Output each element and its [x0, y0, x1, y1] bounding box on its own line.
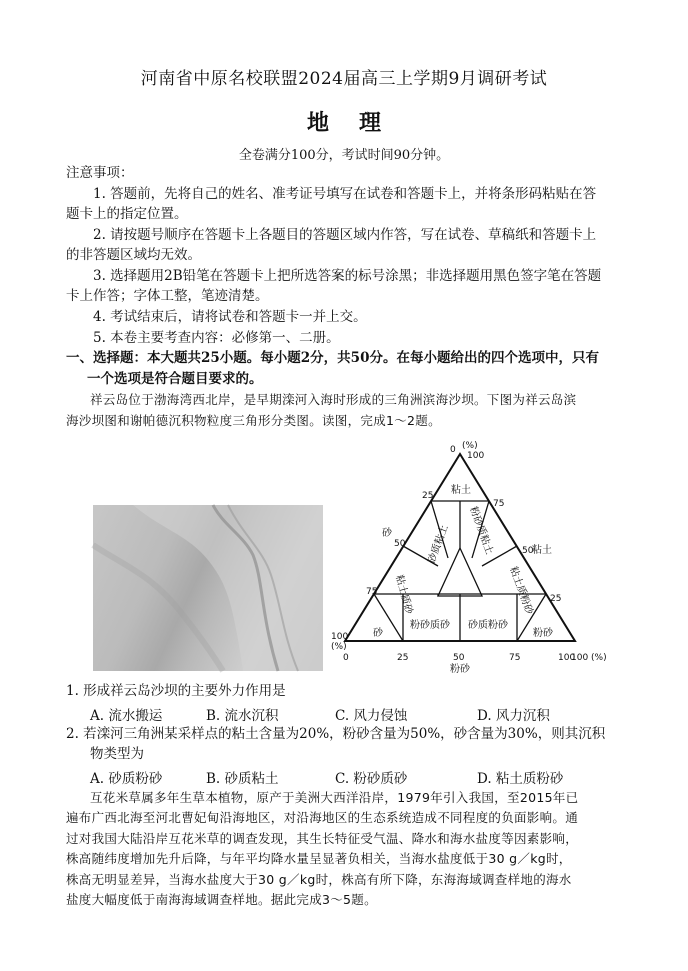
question-2-stem-cont: 物类型为 [90, 746, 144, 762]
axis-label-clay: 粘土 [532, 545, 552, 556]
region-silty-sand: 粉砂质砂 [410, 620, 450, 631]
region-sand: 砂 [373, 628, 383, 639]
passage-line: 盐度大幅度低于南海海域调查样地。据此完成3～5题。 [66, 892, 377, 907]
q2-option-b[interactable]: B. 砂质粘土 [206, 771, 279, 787]
subject-title: 地理 [306, 110, 411, 136]
notice-item: 3. 选择题用2B铅笔在答题卡上把所选答案的标号涂黑；非选择题用黑色签字笔在答题 [93, 268, 602, 284]
section-heading: 一、选择题：本大题共25小题。每小题2分，共50分。在每小题给出的四个选项中，只有 [66, 350, 599, 366]
passage-line: 过对我国大陆沿岸互花米草的调查发现，其生长特征受气温、降水和海水盐度等因素影响， [66, 831, 579, 846]
notice-item: 1. 答题前，先将自己的姓名、准考证号填写在试卷和答题卡上，并将条形码粘贴在答 [93, 186, 597, 202]
passage-line: 海沙坝图和谢帕德沉积物粒度三角形分类图。读图，完成1～2题。 [66, 413, 441, 428]
tick-label: 100 (%) [571, 653, 607, 663]
notice-item: 5. 本卷主要考查内容：必修第一、二册。 [93, 330, 340, 346]
region-silty-clay: 粉砂质粘土 [467, 505, 495, 557]
q2-option-d[interactable]: D. 粘土质粉砂 [477, 771, 564, 787]
q1-option-c[interactable]: C. 风力侵蚀 [335, 708, 408, 724]
q1-option-a[interactable]: A. 流水搬运 [90, 708, 163, 724]
axis-label-sand: 砂 [382, 528, 392, 539]
passage-line: 互花米草属多年生草本植物，原产于美洲大西洋沿岸，1979年引入我国，至2015年已 [90, 790, 579, 805]
tick-label: 100 [467, 451, 485, 461]
tick-label: 25 [422, 491, 434, 501]
region-clayey-silt: 粘土质粉砂 [507, 565, 535, 617]
q1-option-b[interactable]: B. 流水沉积 [206, 708, 279, 724]
passage-line: 祥云岛位于渤海湾西北岸，是早期滦河入海时形成的三角洲滨海沙坝。下图为祥云岛滨 [90, 392, 577, 407]
tick-label: 75 [366, 587, 378, 597]
tick-label: 75 [509, 653, 521, 663]
region-silt: 粉砂 [533, 628, 553, 639]
section-heading-cont: 一个选项是符合题目要求的。 [87, 371, 263, 387]
tick-label: 50 [522, 546, 534, 556]
tick-label: 0 [450, 445, 456, 455]
passage-line: 株高无明显差异，当海水盐度大于30 g／kg时，株高有所下降，东海海域调查样地的海水 [66, 872, 572, 887]
region-sandy-silt: 砂质粉砂 [468, 620, 508, 631]
region-clay: 粘土 [451, 485, 471, 496]
q2-option-a[interactable]: A. 砂质粉砂 [90, 771, 163, 787]
tick-label: 75 [493, 499, 505, 509]
notice-item: 2. 请按题号顺序在答题卡上各题目的答题区域内作答，写在试卷、草稿纸和答题卡上 [93, 227, 597, 243]
score-info: 全卷满分100分，考试时间90分钟。 [238, 148, 450, 163]
tick-label: 0 [343, 653, 349, 663]
notice-item: 4. 考试结束后，请将试卷和答题卡一并上交。 [93, 309, 367, 325]
tick-label: 100 [331, 632, 349, 642]
tick-label: 25 [397, 653, 409, 663]
sediment-ternary-diagram [330, 436, 607, 676]
exam-title: 河南省中原名校联盟2024届高三上学期9月调研考试 [140, 69, 548, 89]
tick-label: 50 [453, 653, 465, 663]
notice-item: 题卡上的指定位置。 [66, 206, 188, 222]
question-1-stem: 1. 形成祥云岛沙坝的主要外力作用是 [66, 683, 286, 699]
tick-label: 50 [394, 539, 406, 549]
passage-line: 株高随纬度增加先升后降，与年平均降水量呈显著负相关，当海水盐度低于30 g／kg时， [66, 851, 572, 866]
region-clayey-sand: 粘土质砂 [393, 573, 415, 616]
tick-label: (%) [331, 642, 347, 652]
notice-item: 卡上作答；字体工整，笔迹清楚。 [66, 288, 269, 304]
passage-line: 遍布广西北海至河北曹妃甸沿海地区，对沿海地区的生态系统造成不同程度的负面影响。通 [66, 810, 579, 825]
axis-label-silt: 粉砂 [450, 664, 470, 675]
tick-label: 25 [550, 594, 562, 604]
tick-label: (%) [462, 441, 478, 451]
q1-option-d[interactable]: D. 风力沉积 [477, 708, 550, 724]
notice-item: 的非答题区域均无效。 [66, 247, 201, 263]
sandbar-photo [93, 505, 323, 671]
tick-label: 100 [558, 653, 576, 663]
region-sandy-clay: 砂质粘土 [426, 523, 451, 566]
notice-heading: 注意事项： [66, 165, 134, 181]
question-2-stem: 2. 若滦河三角洲某采样点的粘土含量为20%，粉砂含量为50%，砂含量为30%，则其沉积 [66, 726, 606, 742]
q2-option-c[interactable]: C. 粉砂质砂 [335, 771, 408, 787]
